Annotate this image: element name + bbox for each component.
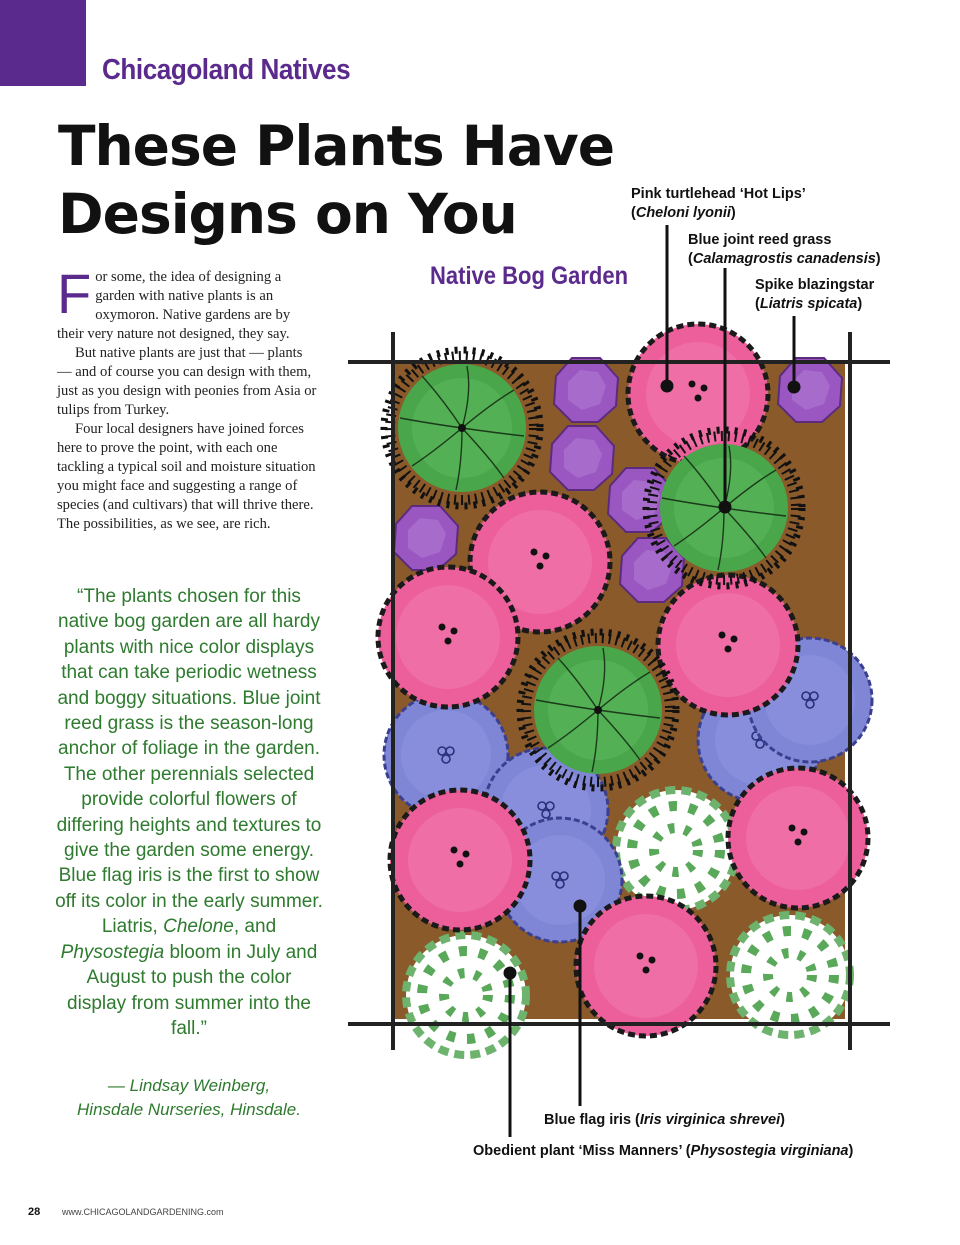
- quote-segment-2: , and: [233, 916, 277, 938]
- label-blazingstar-sci-wrap: (Liatris spicata): [755, 296, 863, 312]
- label-turtlehead-common: Pink turtlehead ‘Hot Lips’: [631, 186, 806, 202]
- quote-emphasis-chelone: Chelone: [163, 916, 234, 938]
- label-obedient-common: Obedient plant ‘Miss Manners’: [473, 1143, 682, 1159]
- page-number: 28: [28, 1206, 41, 1218]
- label-blazingstar-sci: Liatris spicata: [759, 296, 858, 312]
- label-blazingstar-common: Spike blazingstar: [755, 277, 875, 293]
- label-reedgrass-sci-wrap: (Calamagrostis canadensis): [688, 251, 881, 267]
- quote-segment-3: bloom in July and August to push the color display from summer into the fall.”: [67, 941, 318, 1039]
- attribution-line-2: Hinsdale Nurseries, Hinsdale.: [77, 1100, 301, 1119]
- label-turtlehead-sci: Cheloni lyonii: [635, 205, 731, 221]
- label-iris-sci: Iris virginica shrevei: [639, 1112, 781, 1128]
- label-obedient-plant: Obedient plant ‘Miss Manners’ (Physostegia virginiana): [473, 1143, 854, 1159]
- label-reedgrass-common: Blue joint reed grass: [688, 232, 832, 248]
- intro-paragraph-1-text: or some, the idea of designing a garden with native plants is an oxymoron. Native gardens are by their very nature not designed, they say.: [57, 269, 291, 342]
- section-title: Chicagoland Natives: [102, 54, 351, 86]
- label-reedgrass-sci: Calamagrostis canadensis: [692, 251, 876, 267]
- intro-paragraph-3: Four local designers have joined forces here to prove the point, with each one tackling a typical soil and moisture situation you might face and suggesting a range of species (and cultivars) that will thrive there. The possibilities, as we see, are rich.: [57, 421, 316, 532]
- intro-paragraph-2: But native plants are just that — plants — and of course you can design with them, just as you design with peonies from Asia or tulips from Turkey.: [57, 345, 317, 418]
- quote-segment-1: “The plants chosen for this native bog garden are all hardy plants with nice color displays that can take periodic wetness and boggy situations. Blue joint reed grass is the season-long anchor of foliage in the garden. The other perennials selected provide colorful flowers of differing heights and textures to give the garden some energy. Blue flag iris is the first to show off its color in the early summer. Liatris,: [55, 586, 323, 938]
- label-obedient-sci: Physostegia virginiana: [690, 1143, 849, 1159]
- drop-cap: F: [57, 262, 92, 325]
- footer-url[interactable]: www.CHICAGOLANDGARDENING.com: [62, 1207, 224, 1217]
- label-iris-common: Blue flag iris: [544, 1112, 632, 1128]
- headline-line-2: Designs on You: [58, 182, 517, 246]
- attribution-line-1: — Lindsay Weinberg,: [107, 1076, 271, 1095]
- quote-emphasis-physostegia: Physostegia: [60, 941, 165, 963]
- label-blue-flag-iris: Blue flag iris (Iris virginica shrevei): [544, 1112, 785, 1128]
- garden-title: Native Bog Garden: [430, 262, 629, 290]
- label-turtlehead-sci-wrap: (Cheloni lyonii): [631, 205, 736, 221]
- headline-line-1: These Plants Have: [58, 114, 615, 178]
